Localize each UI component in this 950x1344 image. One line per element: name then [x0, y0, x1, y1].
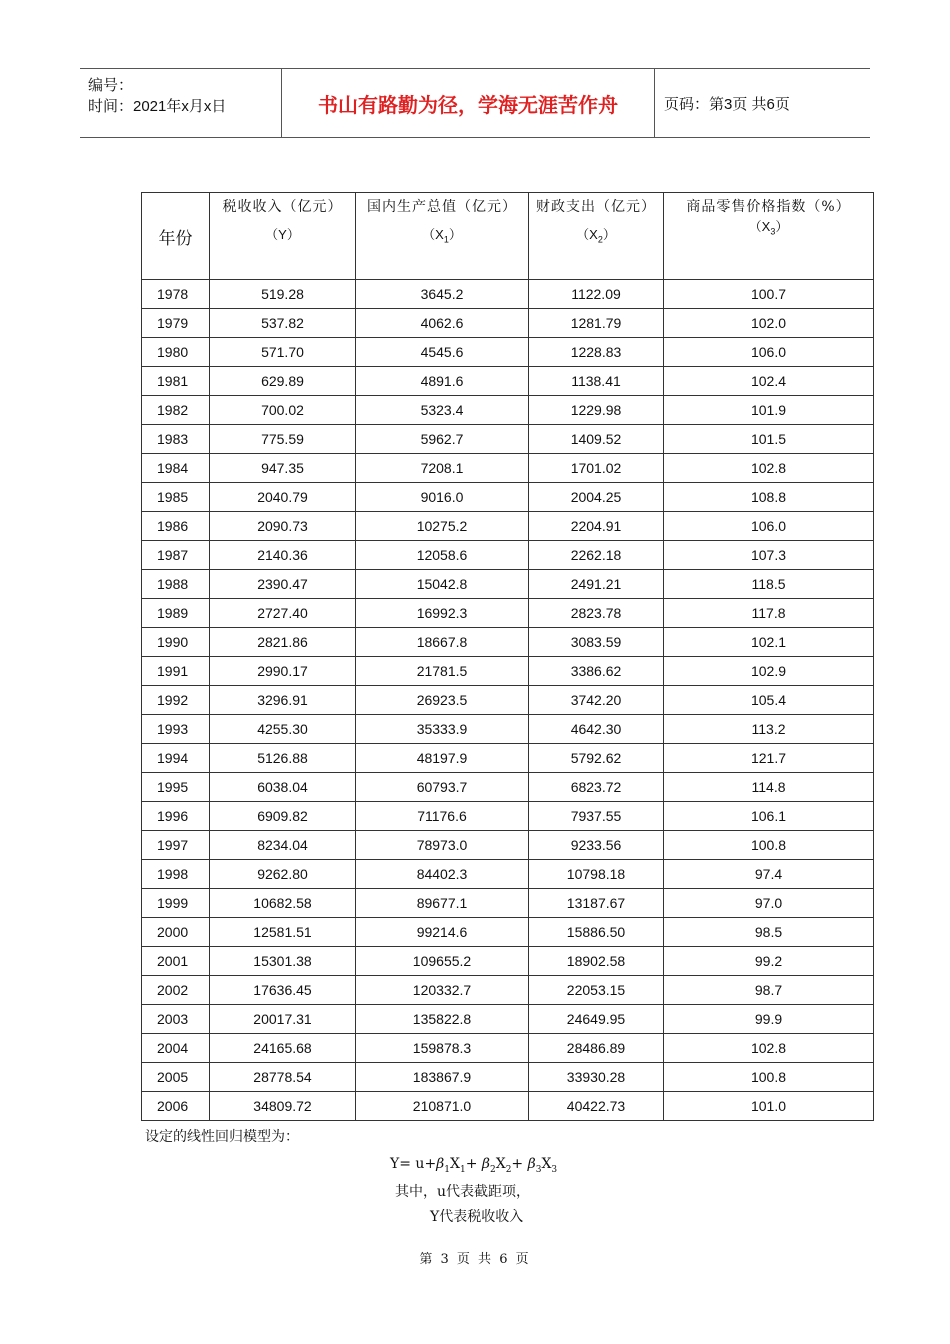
retail-price-index-cell: 99.9	[664, 1005, 874, 1034]
table-row	[142, 1034, 874, 1063]
retail-price-index-cell: 108.8	[664, 483, 874, 512]
fiscal-expenditure-cell: 2004.25	[529, 483, 664, 512]
gdp-cell: 9016.0	[356, 483, 529, 512]
retail-price-index-cell: 102.9	[664, 657, 874, 686]
fiscal-expenditure-cell: 7937.55	[529, 802, 664, 831]
fiscal-expenditure-cell: 24649.95	[529, 1005, 664, 1034]
table-row	[142, 773, 874, 802]
retail-price-index-cell: 107.3	[664, 541, 874, 570]
retail-price-index-cell: 106.0	[664, 338, 874, 367]
tax-revenue-cell: 2990.17	[210, 657, 356, 686]
fiscal-expenditure-cell: 1281.79	[529, 309, 664, 338]
year-cell: 1983	[142, 425, 210, 454]
table-row	[142, 396, 874, 425]
gdp-cell: 120332.7	[356, 976, 529, 1005]
year-cell: 1984	[142, 454, 210, 483]
retail-price-index-cell: 97.4	[664, 860, 874, 889]
table-row	[142, 338, 874, 367]
fiscal-expenditure-cell: 2823.78	[529, 599, 664, 628]
gdp-cell: 159878.3	[356, 1034, 529, 1063]
header-divider	[654, 69, 655, 137]
year-cell: 1999	[142, 889, 210, 918]
retail-price-index-cell: 106.1	[664, 802, 874, 831]
tax-revenue-cell: 9262.80	[210, 860, 356, 889]
header-fiscal-expenditure	[529, 193, 664, 280]
gdp-cell: 48197.9	[356, 744, 529, 773]
y-description: Y代表税收收入	[430, 1209, 524, 1225]
regression-formula: $Y= u+\beta_1X_1+ \beta_2X_2+ \beta_3X_3$	[390, 1156, 558, 1175]
retail-price-index-cell: 100.8	[664, 1063, 874, 1092]
retail-price-index-cell: 102.4	[664, 367, 874, 396]
fiscal-expenditure-cell: 18902.58	[529, 947, 664, 976]
tax-revenue-cell: 15301.38	[210, 947, 356, 976]
fiscal-expenditure-cell: 2262.18	[529, 541, 664, 570]
tax-revenue-cell: 12581.51	[210, 918, 356, 947]
table-row	[142, 599, 874, 628]
retail-price-index-cell: 99.2	[664, 947, 874, 976]
retail-price-index-cell: 102.0	[664, 309, 874, 338]
retail-price-index-cell: 100.7	[664, 280, 874, 309]
table-row	[142, 715, 874, 744]
tax-revenue-cell: 571.70	[210, 338, 356, 367]
table-row	[142, 686, 874, 715]
header-gdp-symbol: $(X_1)$	[422, 227, 462, 245]
header-fiscal-expenditure-label: 财政支出（亿元）	[536, 199, 656, 215]
fiscal-expenditure-cell: 1701.02	[529, 454, 664, 483]
year-cell: 1986	[142, 512, 210, 541]
gdp-cell: 10275.2	[356, 512, 529, 541]
tax-revenue-cell: 2140.36	[210, 541, 356, 570]
tax-revenue-cell: 2727.40	[210, 599, 356, 628]
gdp-cell: 71176.6	[356, 802, 529, 831]
tax-revenue-cell: 20017.31	[210, 1005, 356, 1034]
year-cell: 1997	[142, 831, 210, 860]
header-meta	[88, 75, 280, 117]
retail-price-index-cell: 117.8	[664, 599, 874, 628]
fiscal-expenditure-cell: 1122.09	[529, 280, 664, 309]
retail-price-index-cell: 102.8	[664, 454, 874, 483]
gdp-cell: 5962.7	[356, 425, 529, 454]
gdp-cell: 183867.9	[356, 1063, 529, 1092]
gdp-cell: 109655.2	[356, 947, 529, 976]
gdp-cell: 18667.8	[356, 628, 529, 657]
table-row	[142, 802, 874, 831]
tax-revenue-cell: 4255.30	[210, 715, 356, 744]
table-row	[142, 541, 874, 570]
tax-revenue-cell: 700.02	[210, 396, 356, 425]
year-cell: 2006	[142, 1092, 210, 1121]
tax-revenue-cell: 947.35	[210, 454, 356, 483]
table-row	[142, 628, 874, 657]
gdp-cell: 21781.5	[356, 657, 529, 686]
year-cell: 2002	[142, 976, 210, 1005]
retail-price-index-cell: 106.0	[664, 512, 874, 541]
tax-revenue-cell: 8234.04	[210, 831, 356, 860]
year-cell: 1989	[142, 599, 210, 628]
table-row	[142, 1063, 874, 1092]
tax-revenue-cell: 24165.68	[210, 1034, 356, 1063]
year-cell: 2001	[142, 947, 210, 976]
fiscal-expenditure-cell: 28486.89	[529, 1034, 664, 1063]
header-tax-revenue	[210, 193, 356, 280]
header-motto: 书山有路勤为径，学海无涯苦作舟	[318, 94, 618, 117]
fiscal-expenditure-cell: 1229.98	[529, 396, 664, 425]
year-cell: 1992	[142, 686, 210, 715]
table-row	[142, 889, 874, 918]
year-cell: 2000	[142, 918, 210, 947]
year-cell: 2005	[142, 1063, 210, 1092]
fiscal-expenditure-cell: 1228.83	[529, 338, 664, 367]
year-cell: 2003	[142, 1005, 210, 1034]
year-cell: 1978	[142, 280, 210, 309]
intercept-description: 其中，u代表截距项，	[395, 1184, 531, 1200]
fiscal-expenditure-cell: 40422.73	[529, 1092, 664, 1121]
tax-revenue-cell: 2821.86	[210, 628, 356, 657]
header-retail-price-index-label: 商品零售价格指数（%）	[686, 199, 851, 215]
header-tax-revenue-symbol: （Y）	[265, 227, 300, 242]
year-cell: 1988	[142, 570, 210, 599]
table-row	[142, 367, 874, 396]
year-cell: 1987	[142, 541, 210, 570]
gdp-cell: 3645.2	[356, 280, 529, 309]
tax-revenue-cell: 6038.04	[210, 773, 356, 802]
fiscal-expenditure-cell: 6823.72	[529, 773, 664, 802]
document-number-label: 编号：	[88, 77, 134, 94]
fiscal-expenditure-cell: 5792.62	[529, 744, 664, 773]
fiscal-expenditure-cell: 4642.30	[529, 715, 664, 744]
retail-price-index-cell: 102.8	[664, 1034, 874, 1063]
header-gdp-label: 国内生产总值（亿元）	[367, 199, 517, 215]
tax-revenue-cell: 10682.58	[210, 889, 356, 918]
header-fiscal-expenditure-symbol: $(X_2)$	[576, 227, 616, 245]
gdp-cell: 78973.0	[356, 831, 529, 860]
retail-price-index-cell: 118.5	[664, 570, 874, 599]
header-gdp	[356, 193, 529, 280]
retail-price-index-cell: 100.8	[664, 831, 874, 860]
year-cell: 1980	[142, 338, 210, 367]
gdp-cell: 5323.4	[356, 396, 529, 425]
table-row	[142, 860, 874, 889]
table-row	[142, 657, 874, 686]
fiscal-expenditure-cell: 3083.59	[529, 628, 664, 657]
retail-price-index-cell: 121.7	[664, 744, 874, 773]
gdp-cell: 4891.6	[356, 367, 529, 396]
year-cell: 1985	[142, 483, 210, 512]
table-row	[142, 976, 874, 1005]
retail-price-index-cell: 97.0	[664, 889, 874, 918]
tax-revenue-cell: 5126.88	[210, 744, 356, 773]
tax-data-table	[141, 192, 874, 1121]
table-row	[142, 512, 874, 541]
retail-price-index-cell: 98.5	[664, 918, 874, 947]
gdp-cell: 210871.0	[356, 1092, 529, 1121]
tax-revenue-cell: 519.28	[210, 280, 356, 309]
tax-revenue-cell: 17636.45	[210, 976, 356, 1005]
document-header	[80, 68, 870, 138]
tax-revenue-cell: 2040.79	[210, 483, 356, 512]
page-footer: 第 3 页 共 6 页	[419, 1252, 531, 1267]
table-row	[142, 1092, 874, 1121]
retail-price-index-cell: 102.1	[664, 628, 874, 657]
table-row	[142, 918, 874, 947]
gdp-cell: 89677.1	[356, 889, 529, 918]
table-row	[142, 831, 874, 860]
gdp-cell: 4062.6	[356, 309, 529, 338]
year-cell: 2004	[142, 1034, 210, 1063]
table-header-row	[142, 193, 874, 280]
year-cell: 1982	[142, 396, 210, 425]
year-cell: 1991	[142, 657, 210, 686]
tax-revenue-cell: 3296.91	[210, 686, 356, 715]
fiscal-expenditure-cell: 1409.52	[529, 425, 664, 454]
table-row	[142, 483, 874, 512]
gdp-cell: 84402.3	[356, 860, 529, 889]
retail-price-index-cell: 105.4	[664, 686, 874, 715]
document-time-label: 时间：2021年x月x日	[88, 98, 227, 115]
header-tax-revenue-label: 税收收入（亿元）	[222, 199, 343, 215]
header-page-info: 页码：第3页 共6页	[664, 95, 790, 113]
fiscal-expenditure-cell: 22053.15	[529, 976, 664, 1005]
fiscal-expenditure-cell: 33930.28	[529, 1063, 664, 1092]
retail-price-index-cell: 114.8	[664, 773, 874, 802]
tax-revenue-cell: 537.82	[210, 309, 356, 338]
gdp-cell: 135822.8	[356, 1005, 529, 1034]
table-row	[142, 309, 874, 338]
gdp-cell: 99214.6	[356, 918, 529, 947]
gdp-cell: 26923.5	[356, 686, 529, 715]
fiscal-expenditure-cell: 10798.18	[529, 860, 664, 889]
table-row	[142, 1005, 874, 1034]
retail-price-index-cell: 101.9	[664, 396, 874, 425]
gdp-cell: 12058.6	[356, 541, 529, 570]
retail-price-index-cell: 113.2	[664, 715, 874, 744]
fiscal-expenditure-cell: 13187.67	[529, 889, 664, 918]
table-row	[142, 454, 874, 483]
gdp-cell: 16992.3	[356, 599, 529, 628]
fiscal-expenditure-cell: 2204.91	[529, 512, 664, 541]
fiscal-expenditure-cell: 3742.20	[529, 686, 664, 715]
year-cell: 1996	[142, 802, 210, 831]
year-cell: 1990	[142, 628, 210, 657]
table-row	[142, 570, 874, 599]
model-intro: 设定的线性回归模型为：	[145, 1129, 299, 1145]
retail-price-index-cell: 101.5	[664, 425, 874, 454]
year-cell: 1995	[142, 773, 210, 802]
gdp-cell: 15042.8	[356, 570, 529, 599]
tax-revenue-cell: 2090.73	[210, 512, 356, 541]
year-cell: 1998	[142, 860, 210, 889]
retail-price-index-cell: 98.7	[664, 976, 874, 1005]
tax-revenue-cell: 6909.82	[210, 802, 356, 831]
tax-revenue-cell: 28778.54	[210, 1063, 356, 1092]
table-row	[142, 744, 874, 773]
header-year: 年份	[142, 193, 210, 280]
tax-revenue-cell: 34809.72	[210, 1092, 356, 1121]
tax-revenue-cell: 2390.47	[210, 570, 356, 599]
header-retail-price-index	[664, 193, 874, 280]
year-cell: 1994	[142, 744, 210, 773]
gdp-cell: 7208.1	[356, 454, 529, 483]
header-retail-price-index-symbol: $(X_3)$	[748, 219, 789, 237]
gdp-cell: 60793.7	[356, 773, 529, 802]
table-row	[142, 425, 874, 454]
fiscal-expenditure-cell: 15886.50	[529, 918, 664, 947]
retail-price-index-cell: 101.0	[664, 1092, 874, 1121]
table-row	[142, 947, 874, 976]
fiscal-expenditure-cell: 3386.62	[529, 657, 664, 686]
gdp-cell: 35333.9	[356, 715, 529, 744]
tax-revenue-cell: 775.59	[210, 425, 356, 454]
fiscal-expenditure-cell: 1138.41	[529, 367, 664, 396]
fiscal-expenditure-cell: 9233.56	[529, 831, 664, 860]
fiscal-expenditure-cell: 2491.21	[529, 570, 664, 599]
year-cell: 1979	[142, 309, 210, 338]
tax-revenue-cell: 629.89	[210, 367, 356, 396]
year-cell: 1993	[142, 715, 210, 744]
gdp-cell: 4545.6	[356, 338, 529, 367]
table-row	[142, 280, 874, 309]
year-cell: 1981	[142, 367, 210, 396]
